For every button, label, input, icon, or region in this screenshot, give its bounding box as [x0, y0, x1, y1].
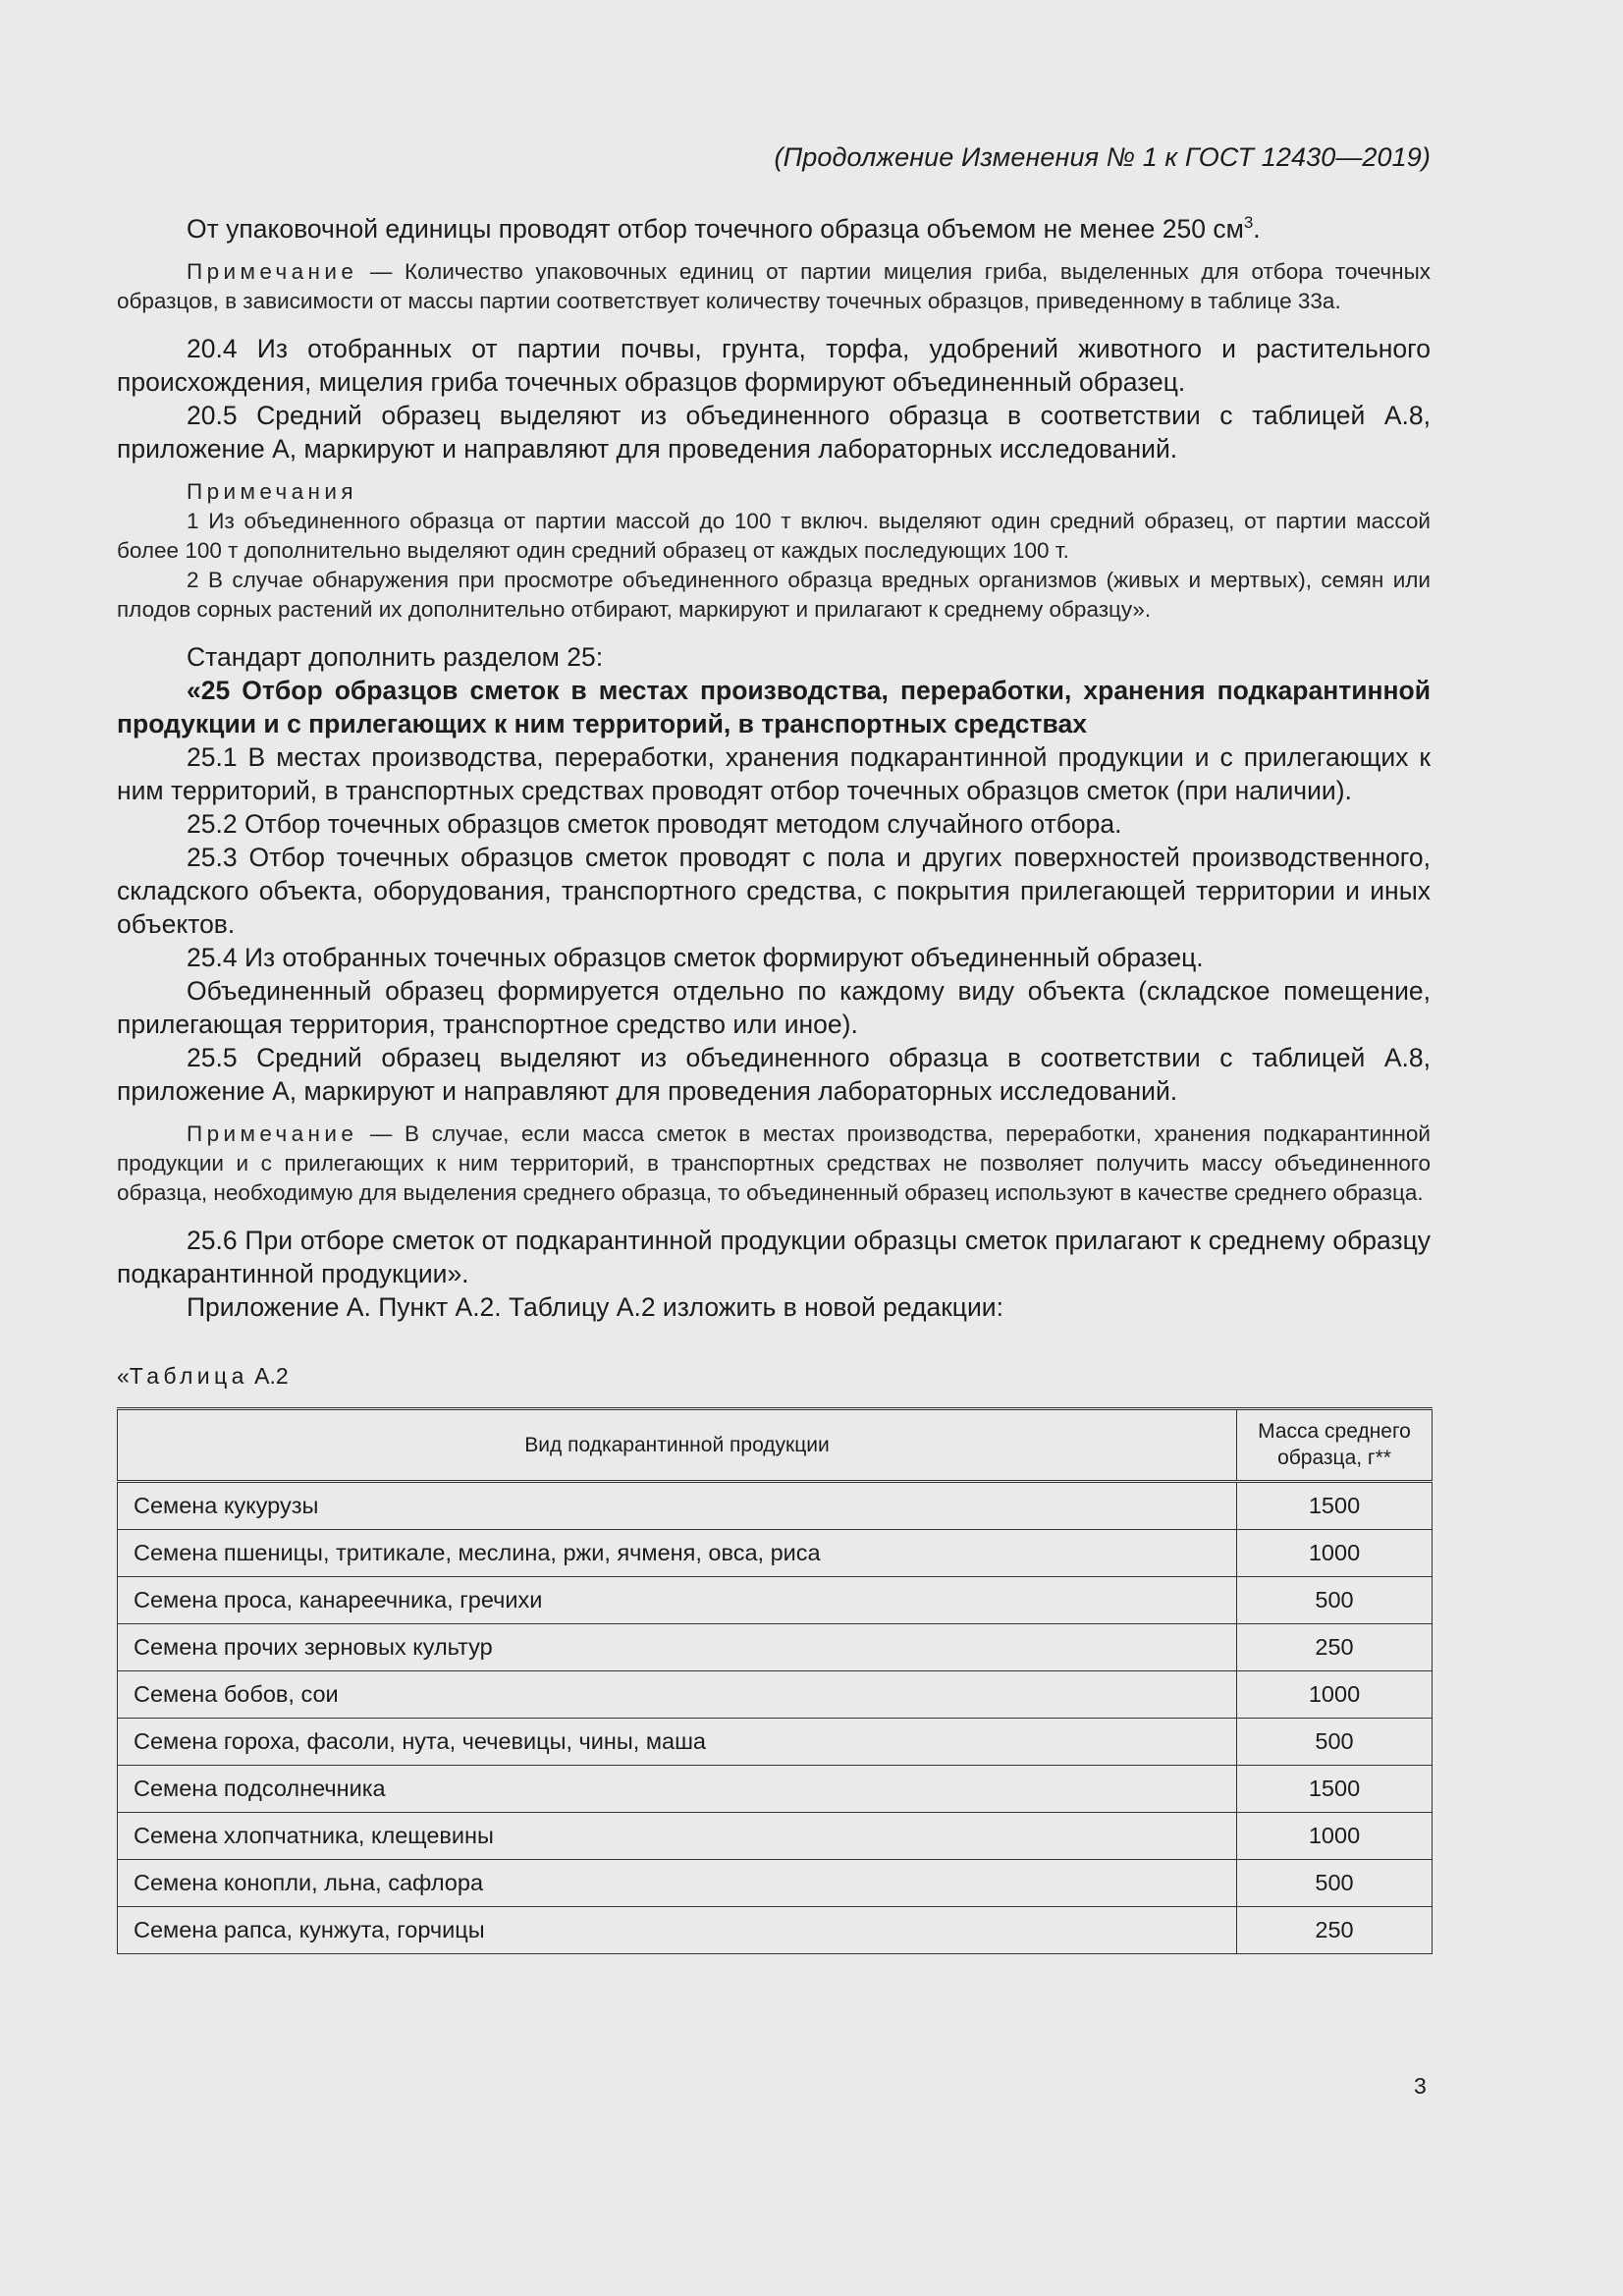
paragraph-20-4: 20.4 Из отобранных от партии почвы, грунта, торфа, удобрений животного и растительного происхождения, мицелия гриба точечных образцов формируют объединенный образец.: [117, 333, 1431, 397]
page-number: 3: [1414, 2073, 1427, 2099]
table-caption: «Таблица А.2: [117, 1362, 289, 1389]
table-row: [118, 1670, 1433, 1718]
table-row: [118, 1576, 1433, 1623]
table-row: [118, 1906, 1433, 1953]
document-page: [117, 142, 1431, 1954]
mass-cell: 1000: [1237, 1529, 1433, 1576]
note-packaging-units: Примечание — Количество упаковочных единиц от партии мицелия гриба, выделенных для отбора точечных образцов, в зависимости от массы партии соответствует количеству точечных образцов, приведенному в таблице 33а.: [117, 258, 1431, 313]
product-cell: Семена проса, канареечника, гречихи: [118, 1576, 1237, 1623]
paragraph-25-4-object: Объединенный образец формируется отдельно по каждому виду объекта (складское помещение, прилегающая территория, транспортное средство или иное).: [117, 975, 1431, 1039]
paragraph-sampling-volume: От упаковочной единицы проводят отбор точечного образца объемом не менее 250 $см^3$.: [187, 213, 1261, 244]
note-sweepings-mass: Примечание — В случае, если масса сметок в местах производства, переработки, хранения подкарантинной продукции и с прилегающих к ним территорий, в транспортных средствах не позволяет получить массу объединенного образца, необходимую для выделения среднего образца, то объединенный образец используют в качестве среднего образца.: [117, 1121, 1431, 1205]
product-cell: Семена хлопчатника, клещевины: [118, 1812, 1237, 1859]
table-row: [118, 1623, 1433, 1670]
product-cell: Семена гороха, фасоли, нута, чечевицы, чины, маша: [118, 1718, 1237, 1765]
mass-cell: 500: [1237, 1576, 1433, 1623]
notes-label: Примечания: [187, 478, 357, 504]
table-header-row: [118, 1408, 1433, 1481]
mass-cell: 500: [1237, 1859, 1433, 1906]
mass-cell: 1500: [1237, 1765, 1433, 1812]
mass-cell: 250: [1237, 1623, 1433, 1670]
header-sample-mass: Масса среднего образца, г**: [1237, 1408, 1433, 1481]
table-row: [118, 1718, 1433, 1765]
product-cell: Семена подсолнечника: [118, 1765, 1237, 1812]
mass-cell: 250: [1237, 1906, 1433, 1953]
paragraph-standard-addition: Стандарт дополнить разделом 25:: [187, 641, 604, 672]
table-row: [118, 1765, 1433, 1812]
paragraph-25-5: 25.5 Средний образец выделяют из объединенного образца в соответствии с таблицей А.8, приложение А, маркируют и направляют для проведения лабораторных исследований.: [117, 1042, 1431, 1106]
mass-cell: 1000: [1237, 1670, 1433, 1718]
mass-cell: 1500: [1237, 1481, 1433, 1529]
paragraph-20-5: 20.5 Средний образец выделяют из объединенного образца в соответствии с таблицей А.8, приложение А, маркируют и направляют для проведения лабораторных исследований.: [117, 400, 1431, 464]
section-25-title: «25 Отбор образцов сметок в местах производства, переработки, хранения подкарантинной продукции и с прилегающих к ним территорий, в транспортных средствах: [117, 675, 1431, 738]
product-cell: Семена кукурузы: [118, 1481, 1237, 1529]
table-row: [118, 1859, 1433, 1906]
table-row: [118, 1529, 1433, 1576]
paragraph-appendix-instruction: Приложение А. Пункт А.2. Таблицу А.2 изложить в новой редакции:: [187, 1291, 1003, 1322]
header-product-type: Вид подкарантинной продукции: [118, 1408, 1237, 1481]
mass-cell: 1000: [1237, 1812, 1433, 1859]
document-header: (Продолжение Изменения № 1 к ГОСТ 12430—2019): [774, 142, 1431, 172]
sample-mass-table: [117, 1407, 1433, 1954]
product-cell: Семена пшеницы, тритикале, меслина, ржи, ячменя, овса, риса: [118, 1529, 1237, 1576]
paragraph-25-3: 25.3 Отбор точечных образцов сметок проводят с пола и других поверхностей производственного, складского объекта, оборудования, транспортного средства, с покрытия прилегающей территории и иных объектов.: [117, 842, 1431, 939]
mass-cell: 500: [1237, 1718, 1433, 1765]
product-cell: Семена конопли, льна, сафлора: [118, 1859, 1237, 1906]
paragraph-25-2: 25.2 Отбор точечных образцов сметок проводят методом случайного отбора.: [187, 808, 1122, 839]
note-item-2: 2 В случае обнаружения при просмотре объединенного образца вредных организмов (живых и мертвых), семян или плодов сорных растений их дополнительно отбирают, маркируют и прилагают к среднему образцу».: [117, 567, 1431, 622]
paragraph-25-6: 25.6 При отборе сметок от подкарантинной продукции образцы сметок прилагают к среднему образцу подкарантинной продукции».: [117, 1225, 1431, 1288]
product-cell: Семена прочих зерновых культур: [118, 1623, 1237, 1670]
table-row: [118, 1481, 1433, 1529]
product-cell: Семена бобов, сои: [118, 1670, 1237, 1718]
paragraph-25-1: 25.1 В местах производства, переработки, хранения подкарантинной продукции и с прилегающих к ним территорий, в транспортных средствах проводят отбор точечных образцов сметок (при наличии).: [117, 741, 1431, 805]
paragraph-25-4: 25.4 Из отобранных точечных образцов сметок формируют объединенный образец.: [187, 942, 1204, 972]
table-row: [118, 1812, 1433, 1859]
product-cell: Семена рапса, кунжута, горчицы: [118, 1906, 1237, 1953]
note-item-1: 1 Из объединенного образца от партии массой до 100 т включ. выделяют один средний образец, от партии массой более 100 т дополнительно выделяют один средний образец от каждых последующих 100 т.: [117, 508, 1431, 563]
